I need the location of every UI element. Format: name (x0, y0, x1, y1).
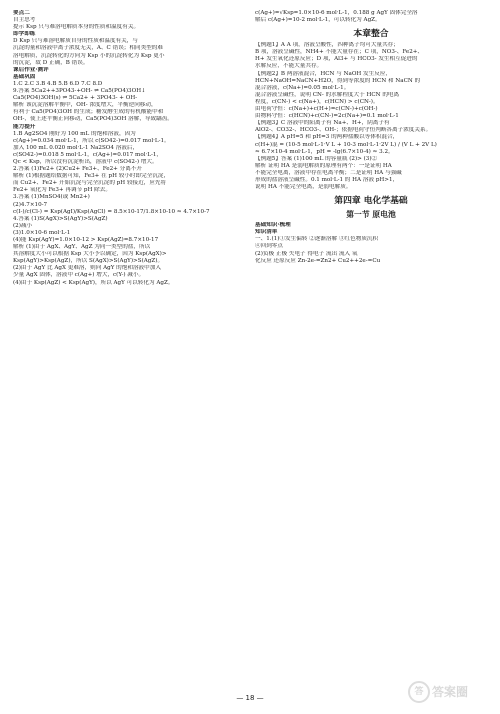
text-line: (2)由于 AgY 比 AgX 更难溶，则向 AgY 的饱和溶液中加入 (13, 265, 161, 272)
right-column-middle-block (255, 42, 487, 191)
text-line: (2)负极 正极 失电子 得电子 流出 流入 氧 (255, 250, 358, 257)
text-line: 【例题5】答案 (1)100 mL 的容量瓶 (2)> (3)② (255, 155, 378, 162)
text-line: 少量 AgX 固体，溶液中 c(Ag+) 增大，c(Y-) 减小。 (13, 272, 145, 279)
left-column (13, 10, 241, 287)
text-line: 【例题3】C 溶液中的阳离子有 Na+、H+，阴离子有 (255, 120, 390, 127)
text-line: 【例题2】B 两溶液混合，HCN 与 NaOH 发生反应， (255, 70, 392, 77)
text-line: 说明 HA 不能完全电离，是弱电解质。 (255, 184, 352, 191)
text-line: 解后 c(Ag+)=10-2 mol·L-1，可以转化为 AgZ。 (255, 17, 381, 24)
text-line: 【例题1】A A 项，溶液呈酸性，四种离子均可大量共存； (255, 42, 399, 49)
text-line: D Ksp 只与难溶电解质自身的性质和温度有关，与 (13, 38, 138, 45)
text-line: ④回到零点 (255, 243, 283, 250)
right-column-top-block (255, 10, 487, 24)
text-line: Fe2+ 氧化为 Fe3+ 再调节 pH 除去。 (13, 187, 111, 194)
subheading: 要点二 (13, 10, 30, 16)
text-line: 自主思考 (13, 17, 36, 24)
text-line: 混合溶液，c(Na+)=0.05 mol·L-1。 (255, 84, 350, 91)
text-line: c(SO42-)=0.018 5 mol·L-1，c(Ag+)=0.017 mol·L-1， (13, 151, 163, 158)
text-line: 化反应 还原反应 Zn-2e-=Zn2+ Cu2++2e-=Cu (255, 257, 381, 264)
text-line: 2.答案 (1)Fe2+ (2)Cu2+ Fe3+、Fe2+ 分离不开 (13, 166, 142, 173)
right-column (255, 10, 487, 265)
text-line: Ca5(PO4)3OH(s) ⇌ 5Ca2+ + 3PO43- + OH- (13, 95, 138, 102)
subheading: 知识清单 (255, 229, 278, 236)
watermark-text: 答案圈 (432, 685, 469, 699)
text-line: B 项，溶液呈碱性，NH4+ 不能大量存在；C 项，NO3-、Fe2+、 (255, 49, 424, 56)
text-line: ≈ 6.7×10-4 mol·L-1，pH = -lg(6.7×10-4) ≈ 3.2。 (255, 148, 394, 155)
text-line: 提示 Ksp 只与难溶电解质本身的性质和温度有关。 (13, 24, 140, 31)
text-line: HCN+NaOH=NaCN+H2O，得到等浓度的 HCN 和 NaCN 的 (255, 77, 421, 84)
text-line: Ksp(AgY)>Ksp(AgZ)，所以 S(AgX)>S(AgY)>S(AgZ)。 (13, 258, 164, 265)
section-title: 第一节 原电池 (346, 210, 396, 220)
text-line: 而 Cu2+、Fe2+ 开始沉淀与完全沉淀的 pH 较接近，应先将 (13, 180, 167, 187)
text-line: 形成的盐溶液呈碱性。0.1 mol·L-1 的 HA 溶液 pH>1， (255, 176, 399, 183)
text-line: 程度，c(CN-) < c(Na+)，c(HCN) > c(CN-)。 (255, 98, 379, 105)
text-line: 一、1.(1)①发生偏转 ②逐渐溶解 ③红色物质沉积 (255, 236, 379, 243)
chapter-summary-title: 本章整合 (353, 29, 389, 40)
text-line: 由物料守恒：c(HCN)+c(CN-)=2c(Na+)=0.1 mol·L-1 (255, 113, 399, 120)
text-line: OH-，使上述平衡正向移动，Ca5(PO4)3OH 溶解，导致龋齿。 (13, 116, 173, 123)
text-line: 混合溶液呈碱性，说明 CN- 的水解程度大于 HCN 的电离 (255, 91, 400, 98)
subheading: 基础知识·梳理 (255, 222, 291, 229)
text-line: 解析 该沉淀溶解平衡中，OH- 浓度增大，平衡逆向移动， (13, 102, 157, 109)
right-column-bottom-block (255, 222, 487, 265)
text-line: 由电荷守恒：c(Na+)+c(H+)=c(CN-)+c(OH-) (255, 106, 378, 113)
text-line: c(H+)混 = (10-5 mol·L-1·V L + 10-3 mol·L-1·2V L) / (V L + 2V L) (255, 141, 437, 148)
text-line: c(Ag+)=0.034 mol·L-1，所以 c(SO42-)=0.017 mol·L-1。 (13, 137, 170, 144)
chapter-title: 第四章 电化学基础 (334, 196, 408, 207)
text-line: (2)减小 (13, 222, 33, 229)
text-line: 的沉淀，故 D 正确，B 错误。 (13, 59, 89, 66)
text-line: 沉淀的量和溶液中离子浓度无关，A、C 错误；相同类型的难 (13, 45, 163, 52)
text-line: c(I-)/c(Cl-) = Ksp(AgI)/Ksp(AgCl) = 8.5×10-17/1.8×10-10 ≈ 4.7×10-7 (13, 208, 210, 215)
page-number: — 18 — (236, 694, 264, 702)
text-line: 加入 100 mL 0.020 mol·L-1 Na2SO4 溶液后， (13, 144, 139, 151)
text-line: 4.答案 (1)S(AgX)>S(AgY)>S(AgZ) (13, 215, 108, 222)
text-line: 水解反应，不能大量共存。 (255, 63, 323, 70)
text-line: 1.B Ag2SO4 刚好为 100 mL 的饱和溶液，因为 (13, 130, 136, 137)
text-line: AlO2-、CO32-、HCO3-、OH-；依据电荷守恒判断各离子浓度关系。 (255, 127, 432, 134)
text-line: 解析 证明 HA 是弱电解质的原理有两个：一是证明 HA (255, 162, 392, 169)
text-line: 其溶解度大小可以根据 Ksp 大小予以确定，因为 Ksp(AgX)> (13, 251, 167, 258)
text-line: Qc < Ksp，所以没有沉淀析出，溶液中 c(SO42-) 增大。 (13, 158, 158, 165)
text-line: 解析 (1)根据题给数据可知，Fe3+ 在 pH 较小时即完全沉淀， (13, 173, 170, 180)
text-line: 解析 (1)由于 AgX、AgY、AgZ 为同一类型的盐，所以 (13, 244, 151, 251)
text-line: H+ 发生氧化还原反应；D 项，Al3+ 与 HCO3- 发生相互促进的 (255, 56, 418, 63)
text-line: 溶电解质，沉淀转化的方向为 Ksp 小的沉淀转化为 Ksp 更小 (13, 52, 165, 59)
text-line: (2)4.7×10-7 (13, 201, 48, 208)
text-line: 有利于 Ca5(PO4)3OH 的生成；糖发酵生成的有机酸能中和 (13, 109, 164, 116)
text-line: 3.答案 (1)MnSO4(或 Mn2+) (13, 194, 90, 201)
text-line: 1.C 2.C 3.B 4.B 5.B 6.D 7.C 8.D (13, 80, 103, 87)
subheading: 即学即练 (13, 31, 36, 38)
subheading: 课后作业·测评 (13, 66, 49, 73)
subheading: 能力提升 (13, 123, 36, 130)
text-line: c(Ag+)=√Ksp=1.0×10-6 mol·L-1，0.188 g AgY 固体完全溶 (255, 10, 418, 16)
text-line: 【例题4】A pH=5 和 pH=3 的两种盐酸以等体积混合， (255, 134, 399, 141)
watermark-logo-icon: 答 (408, 681, 430, 703)
text-line: 9.答案 5Ca2++3PO43-+OH- ⇌ Ca5(PO4)3OH↓ (13, 88, 146, 95)
subheading: 基础巩固 (13, 73, 36, 80)
text-line: (4)由于 Ksp(AgZ) < Ksp(AgY)，所以 AgY 可以转化为 AgZ。 (13, 279, 174, 286)
text-line: 不能完全电离，溶液中存在电离平衡；二是证明 HA 与强碱 (255, 169, 402, 176)
text-line: (4)能 Ksp(AgY)=1.0×10-12 > Ksp(AgZ)=8.7×10-17 (13, 237, 159, 243)
text-line: (3)1.0×10-6 mol·L-1 (13, 229, 71, 236)
